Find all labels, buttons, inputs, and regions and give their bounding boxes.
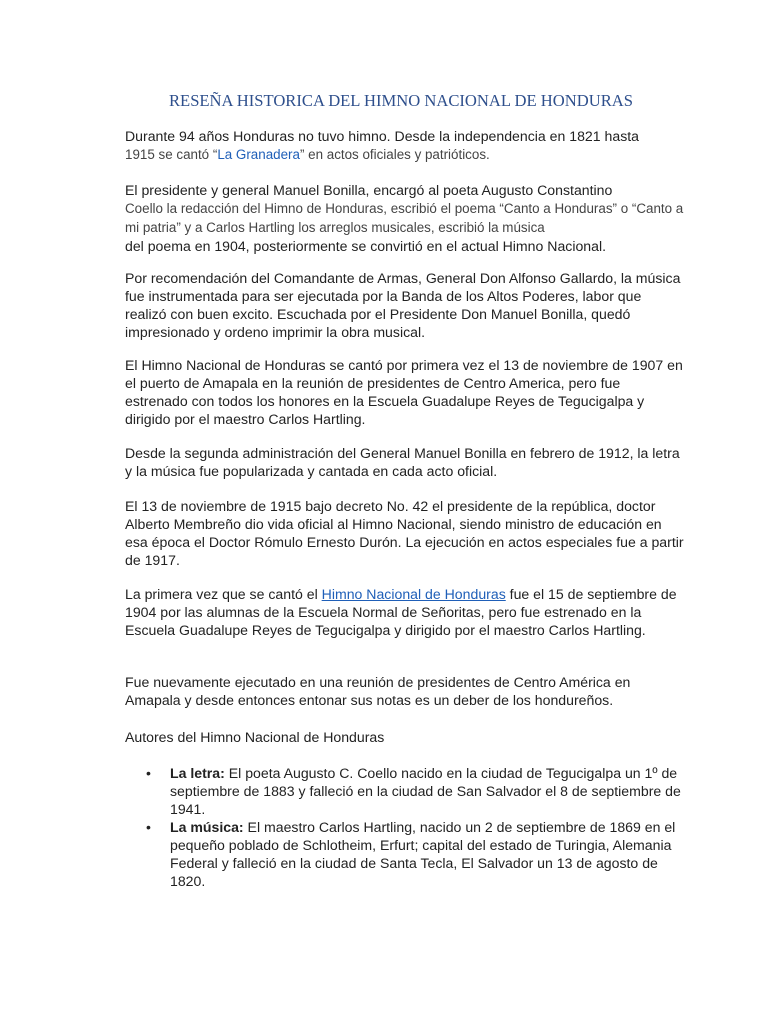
paragraph-1-line-2-end: ” en actos oficiales y patrióticos. xyxy=(299,147,490,162)
paragraph-7-start: La primera vez que se cantó el xyxy=(125,586,322,602)
list-item-text: El poeta Augusto C. Coello nacido en la ciudad de Tegucigalpa un 1º de septiembre de 1883 y falleció en la ciudad de San Salvador el 8 de septiembre de 1941. xyxy=(170,765,681,817)
la-granadera-link[interactable]: La Granadera xyxy=(217,147,300,162)
paragraph-8: Fue nuevamente ejecutado en una reunión de presidentes de Centro América en Amapala y desde entonces entonar sus notas es un deber de los hondureños. xyxy=(125,674,631,708)
paragraph-2-light-text: Coello la redacción del Himno de Honduras, escribió el poema “Canto a Honduras” o “Canto a mi patria” y a Carlos Hartling los arreglos musicales, escribió la música xyxy=(125,201,684,235)
authors-list xyxy=(125,764,685,890)
paragraph-1-line-2-start: 1915 se cantó “ xyxy=(125,147,218,162)
paragraph-4: El Himno Nacional de Honduras se cantó por primera vez el 13 de noviembre de 1907 en el puerto de Amapala en la reunión de presidentes de Centro America, pero fue estrenado con todos los honores en la Escuela Guadalupe Reyes de Tegucigalpa y dirigido por el maestro Carlos Hartling. xyxy=(125,357,683,427)
paragraph-7 xyxy=(125,585,685,639)
list-item-label: La música: xyxy=(170,819,244,835)
paragraph-3: Por recomendación del Comandante de Armas, General Don Alfonso Gallardo, la música fue instrumentada para ser ejecutada por la Banda de los Altos Poderes, labor que realizó con buen excito. Escuchada por el Presidente Don Manuel Bonilla, quedó impresionado y ordeno imprimir la obra musical. xyxy=(125,270,681,340)
list-item-letra xyxy=(125,764,685,818)
paragraph-5: Desde la segunda administración del General Manuel Bonilla en febrero de 1912, la letra y la música fue popularizada y cantada en cada acto oficial. xyxy=(125,445,680,479)
authors-heading: Autores del Himno Nacional de Honduras xyxy=(125,729,385,745)
paragraph-6: El 13 de noviembre de 1915 bajo decreto No. 42 el presidente de la república, doctor Alberto Membreño dio vida oficial al Himno Nacional, siendo ministro de educación en esa época el Doctor Rómulo Ernesto Durón. La ejecución en actos especiales fue a partir de 1917. xyxy=(125,498,684,568)
paragraph-1-line-1: Durante 94 años Honduras no tuvo himno. Desde la independencia en 1821 hasta xyxy=(125,128,640,144)
paragraph-7-end: fue el 15 de septiembre de 1904 por las alumnas de la Escuela Normal de Señoritas, pero fue estrenado en la Escuela Guadalupe Reyes de Tegucigalpa y dirigido por el maestro Carlos Hartling. xyxy=(125,586,677,638)
bullet-icon: • xyxy=(146,765,151,781)
himno-nacional-link[interactable]: Himno Nacional de Honduras xyxy=(321,586,506,602)
paragraph-2-line-1: El presidente y general Manuel Bonilla, encargó al poeta Augusto Constantino xyxy=(125,182,613,198)
list-item-text: El maestro Carlos Hartling, nacido un 2 de septiembre de 1869 en el pequeño poblado de Schlotheim, Erfurt; capital del estado de Turingia, Alemania Federal y falleció en la ciudad de Santa Tecla, El Salvador un 13 de agosto de 1820. xyxy=(170,819,676,889)
bullet-icon: • xyxy=(146,819,151,835)
paragraph-1 xyxy=(125,127,685,164)
list-item-label: La letra: xyxy=(170,765,225,781)
paragraph-2-last-line: del poema en 1904, posteriormente se convirtió en el actual Himno Nacional. xyxy=(125,238,607,254)
list-item-musica xyxy=(125,818,685,890)
document-title: RESEÑA HISTORICA DEL HIMNO NACIONAL DE HONDURAS xyxy=(168,91,634,110)
paragraph-2 xyxy=(125,181,685,255)
